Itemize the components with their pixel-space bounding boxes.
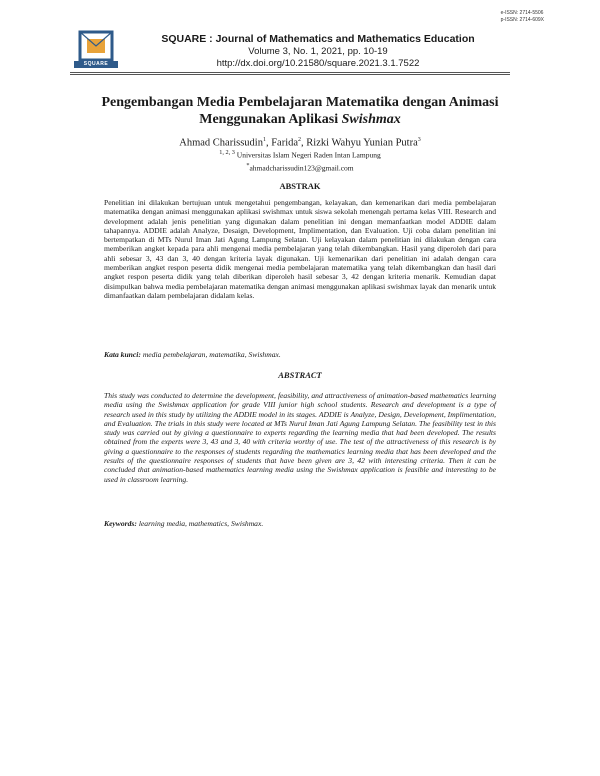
abstract-heading: ABSTRACT bbox=[278, 370, 322, 380]
keywords-value: media pembelajaran, matematika, Swishmax. bbox=[142, 350, 281, 359]
author-sup: 1 bbox=[262, 137, 266, 143]
pissn: p-ISSN: 2714-609X bbox=[500, 17, 544, 23]
journal-volume: Volume 3, No. 1, 2021, pp. 10-19 bbox=[248, 46, 388, 57]
header-rule-top bbox=[70, 72, 510, 73]
issn-block bbox=[501, 10, 544, 24]
author-name: Farida bbox=[271, 137, 299, 149]
logo-label: SQUARE bbox=[74, 61, 118, 68]
affiliation-name: Universitas Islam Negeri Raden Intan Lampung bbox=[236, 150, 381, 160]
title-line-2-italic: Swishmax bbox=[341, 112, 401, 127]
title-line-2-plain: Menggunakan Aplikasi bbox=[199, 112, 342, 127]
affiliation-sup: 1, 2, 3 bbox=[219, 149, 235, 156]
journal-doi[interactable]: http://dx.doi.org/10.21580/square.2021.3.1.7522 bbox=[216, 58, 420, 69]
author-sup: 2 bbox=[298, 137, 302, 143]
title-line-2 bbox=[70, 111, 530, 128]
abstrak-keywords bbox=[104, 350, 496, 359]
author-list: Ahmad Charissudin$^1$, Farida$^2$, Rizki Wahyu Yunian Putra$^3$ bbox=[179, 137, 421, 149]
eissn: e-ISSN: 2714-5506 bbox=[500, 10, 544, 16]
title-line-1: Pengembangan Media Pembelajaran Matematika dengan Animasi bbox=[101, 95, 499, 110]
header-rule-bottom bbox=[70, 74, 510, 75]
author-name: Ahmad Charissudin bbox=[179, 137, 263, 149]
author-sup: 3 bbox=[417, 137, 421, 143]
email-line bbox=[70, 161, 530, 174]
keywords-label: Kata kunci: bbox=[104, 350, 141, 359]
abstract-text: This study was conducted to determine the development, feasibility, and attractiveness of animation-based mathematics learning media using the Swishmax application for grade VIII junior high school students. Research and development is a type of research used in this study by utilizing the ADDIE model in its stages. ADDIE is Analyze, Design, Development, Implimentation, and Evaluation. The trials in this study were located at MTs Nurul Iman Jati Agung Lampung Selatan. The feasibility test in this study was carried out by giving a questionnaire to experts regarding the learning media that had been developed. The results obtained from the experts were 3, 43 and 3, 40 with criteria worthy of use. The test of the attractiveness of this research is by giving a questionnaire to the responses of students regarding the mathematics learning media that has been developed and the results of the questionnaire responses of students that have been given are 3, 42 with interesting criteria. Then it can be concluded that animation-based mathematics learning media using the Swishmax application is feasible and interesting to be used in classroom learning. bbox=[104, 391, 496, 484]
author-email[interactable]: ahmadcharissudin123@gmail.com bbox=[249, 163, 354, 172]
abstrak-text: Penelitian ini dilakukan bertujuan untuk mengetahui pengembangan, kelayakan, dan kemenarikan dari media pembelajaran matematika dengan animasi menggunakan aplikasi swishmax untuk siswa sekolah menengah pertama kelas VIII. Research and development adalah jenis penelitian yang digunakan dalam penelitian ini dengan memanfaatkan model ADDIE dalam tahapannya. ADDIE adalah Analyze, Desaign, Development, Implimentation, dan Evaluation. Uji coba dalam penelitian ini bertempatkan di MTs Nurul Iman Jati Agung Lampung Selatan. Uji kelayakan dalam penelitian ini dilakukan dengan cara memberikan angket kepada para ahli mengenai media pembelajaran yang telah dikembangkan. Hasil yang diperoleh dari para ahli sebesar 3, 43 dan 3, 40 dengan kriteria layak digunakan. Uji kemenarikan dari penelitian ini adalah dengan cara memberikan angket respon peserta didik mengenai media pembelajaran matematika yang telah dikembangkan dan hasil dari angket respon peserta didik yang telah diberikan diperoleh hasil sebesar 3, 42 dengan kriteria menarik. Kemudian dapat disimpulkan bahwa media pembelajaran matematika dengan animasi menggunakan aplikasi swishmax layak dan menarik untuk dimanfaatkan dalam pembelajaran didalam kelas. bbox=[104, 198, 496, 300]
email-sup: * bbox=[246, 161, 250, 169]
abstrak-heading: ABSTRAK bbox=[279, 181, 321, 191]
article-title bbox=[70, 94, 530, 128]
journal-header bbox=[128, 33, 508, 70]
journal-name: SQUARE : Journal of Mathematics and Mathematics Education bbox=[161, 33, 475, 45]
abstract-keywords bbox=[104, 519, 496, 528]
author-name: Rizki Wahyu Yunian Putra bbox=[306, 137, 418, 149]
keywords-value: learning media, mathematics, Swishmax. bbox=[138, 519, 264, 528]
keywords-label: Keywords: bbox=[104, 519, 137, 528]
affiliation-block bbox=[70, 148, 530, 173]
affiliation bbox=[70, 148, 530, 161]
